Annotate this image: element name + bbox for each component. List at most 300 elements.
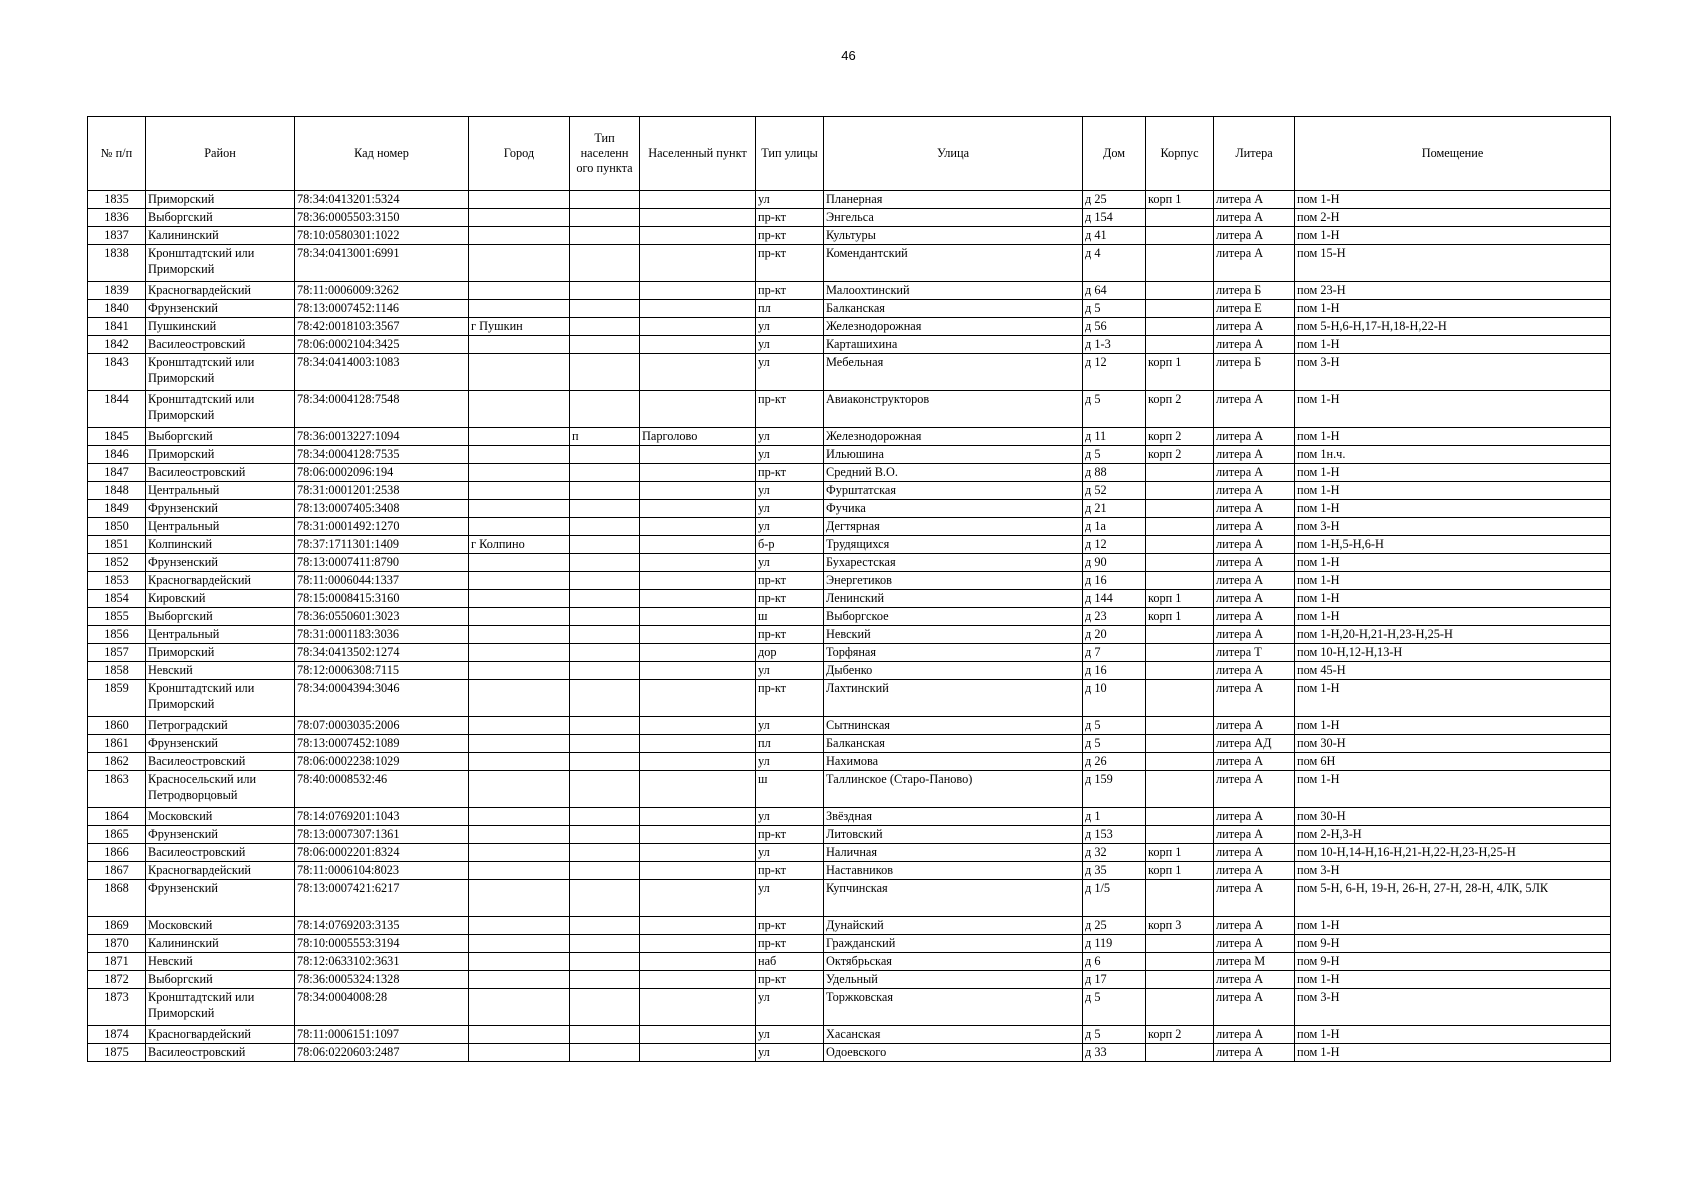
cell-premises: пом 1-Н (1295, 191, 1611, 209)
table-row (88, 554, 1611, 572)
cell-district: Выборгский (146, 608, 295, 626)
cell-settlement (640, 1044, 756, 1062)
cell-cadastral-number: 78:06:0002096:194 (295, 464, 469, 482)
cell-cadastral-number: 78:11:0006009:3262 (295, 282, 469, 300)
cell-district: Выборгский (146, 971, 295, 989)
cell-number: 1871 (88, 953, 146, 971)
cell-street: Малоохтинский (824, 282, 1083, 300)
cell-letter: литера А (1214, 446, 1295, 464)
cell-street: Авиаконструкторов (824, 391, 1083, 428)
cell-street-type: пр-кт (756, 209, 824, 227)
cell-letter: литера А (1214, 1044, 1295, 1062)
cell-district: Пушкинский (146, 318, 295, 336)
cell-district: Красногвардейский (146, 282, 295, 300)
cell-premises: пом 2-Н,3-Н (1295, 826, 1611, 844)
cell-letter: литера А (1214, 245, 1295, 282)
col-header-settlement: Населенный пункт (640, 117, 756, 191)
cell-house: д 33 (1083, 1044, 1146, 1062)
cell-street: Невский (824, 626, 1083, 644)
cell-house: д 56 (1083, 318, 1146, 336)
cell-letter: литера А (1214, 935, 1295, 953)
cell-city (469, 989, 570, 1026)
cell-city (469, 644, 570, 662)
cell-street-type: пр-кт (756, 590, 824, 608)
cell-building (1146, 808, 1214, 826)
table-row (88, 482, 1611, 500)
cell-settlement-type (570, 572, 640, 590)
cell-street: Дыбенко (824, 662, 1083, 680)
cell-street: Нахимова (824, 753, 1083, 771)
cell-street-type: ул (756, 989, 824, 1026)
cell-building (1146, 626, 1214, 644)
cell-settlement-type (570, 680, 640, 717)
registry-table (87, 116, 1611, 1062)
cell-premises: пом 5-Н,6-Н,17-Н,18-Н,22-Н (1295, 318, 1611, 336)
cell-city (469, 500, 570, 518)
cell-premises: пом 1-Н,5-Н,6-Н (1295, 536, 1611, 554)
cell-district: Невский (146, 953, 295, 971)
cell-letter: литера А (1214, 971, 1295, 989)
cell-letter: литера А (1214, 917, 1295, 935)
cell-district: Фрунзенский (146, 554, 295, 572)
cell-letter: литера А (1214, 1026, 1295, 1044)
cell-city (469, 880, 570, 917)
cell-letter: литера А (1214, 608, 1295, 626)
cell-city (469, 446, 570, 464)
cell-cadastral-number: 78:13:0007307:1361 (295, 826, 469, 844)
col-header-street: Улица (824, 117, 1083, 191)
cell-house: д 12 (1083, 536, 1146, 554)
cell-street: Фурштатская (824, 482, 1083, 500)
cell-street-type: пр-кт (756, 572, 824, 590)
cell-street-type: пр-кт (756, 245, 824, 282)
cell-settlement (640, 808, 756, 826)
cell-number: 1861 (88, 735, 146, 753)
col-header-settlement-type: Тип населенн ого пункта (570, 117, 640, 191)
cell-street: Железнодорожная (824, 428, 1083, 446)
cell-settlement-type: п (570, 428, 640, 446)
cell-district: Кронштадтский или Приморский (146, 391, 295, 428)
cell-building (1146, 662, 1214, 680)
cell-city: г Пушкин (469, 318, 570, 336)
cell-premises: пом 3-Н (1295, 518, 1611, 536)
cell-building (1146, 245, 1214, 282)
cell-city (469, 862, 570, 880)
cell-street-type: ул (756, 844, 824, 862)
cell-number: 1869 (88, 917, 146, 935)
cell-number: 1854 (88, 590, 146, 608)
cell-premises: пом 3-Н (1295, 989, 1611, 1026)
cell-house: д 5 (1083, 391, 1146, 428)
cell-building (1146, 518, 1214, 536)
cell-house: д 26 (1083, 753, 1146, 771)
cell-district: Красногвардейский (146, 572, 295, 590)
cell-street: Балканская (824, 735, 1083, 753)
cell-settlement-type (570, 245, 640, 282)
cell-building (1146, 935, 1214, 953)
cell-street-type: пр-кт (756, 826, 824, 844)
cell-street-type: ш (756, 608, 824, 626)
cell-cadastral-number: 78:13:0007405:3408 (295, 500, 469, 518)
cell-city (469, 608, 570, 626)
cell-number: 1859 (88, 680, 146, 717)
cell-letter: литера АД (1214, 735, 1295, 753)
cell-district: Кронштадтский или Приморский (146, 245, 295, 282)
cell-building (1146, 953, 1214, 971)
cell-city: г Колпино (469, 536, 570, 554)
cell-settlement (640, 608, 756, 626)
cell-house: д 52 (1083, 482, 1146, 500)
cell-city (469, 554, 570, 572)
cell-house: д 6 (1083, 953, 1146, 971)
cell-street-type: пр-кт (756, 971, 824, 989)
cell-house: д 88 (1083, 464, 1146, 482)
cell-city (469, 735, 570, 753)
cell-letter: литера А (1214, 554, 1295, 572)
cell-premises: пом 1-Н (1295, 500, 1611, 518)
cell-settlement-type (570, 191, 640, 209)
cell-letter: литера А (1214, 482, 1295, 500)
cell-house: д 35 (1083, 862, 1146, 880)
cell-city (469, 482, 570, 500)
cell-premises: пом 1-Н (1295, 771, 1611, 808)
table-row (88, 572, 1611, 590)
cell-district: Фрунзенский (146, 500, 295, 518)
cell-cadastral-number: 78:11:0006151:1097 (295, 1026, 469, 1044)
cell-letter: литера А (1214, 428, 1295, 446)
cell-premises: пом 1-Н (1295, 680, 1611, 717)
cell-letter: литера А (1214, 844, 1295, 862)
col-header-letter: Литера (1214, 117, 1295, 191)
cell-street: Трудящихся (824, 536, 1083, 554)
cell-street: Железнодорожная (824, 318, 1083, 336)
cell-letter: литера А (1214, 880, 1295, 917)
cell-letter: литера М (1214, 953, 1295, 971)
cell-number: 1875 (88, 1044, 146, 1062)
table-row (88, 518, 1611, 536)
table-row (88, 844, 1611, 862)
table-row (88, 464, 1611, 482)
cell-premises: пом 45-Н (1295, 662, 1611, 680)
cell-district: Фрунзенский (146, 300, 295, 318)
cell-building: корп 1 (1146, 608, 1214, 626)
cell-settlement-type (570, 771, 640, 808)
cell-letter: литера А (1214, 808, 1295, 826)
cell-letter: литера Т (1214, 644, 1295, 662)
cell-number: 1855 (88, 608, 146, 626)
cell-settlement-type (570, 644, 640, 662)
cell-building (1146, 209, 1214, 227)
cell-premises: пом 1-Н (1295, 227, 1611, 245)
cell-premises: пом 1-Н (1295, 554, 1611, 572)
cell-settlement (640, 590, 756, 608)
cell-street-type: ул (756, 554, 824, 572)
col-header-district: Район (146, 117, 295, 191)
cell-number: 1837 (88, 227, 146, 245)
cell-cadastral-number: 78:10:0005553:3194 (295, 935, 469, 953)
col-header-number: № п/п (88, 117, 146, 191)
table-row (88, 536, 1611, 554)
cell-letter: литера А (1214, 862, 1295, 880)
cell-district: Приморский (146, 644, 295, 662)
cell-street: Энергетиков (824, 572, 1083, 590)
cell-settlement-type (570, 826, 640, 844)
cell-cadastral-number: 78:06:0002104:3425 (295, 336, 469, 354)
cell-number: 1860 (88, 717, 146, 735)
cell-cadastral-number: 78:36:0013227:1094 (295, 428, 469, 446)
cell-number: 1850 (88, 518, 146, 536)
table-row (88, 862, 1611, 880)
cell-city (469, 354, 570, 391)
cell-premises: пом 5-Н, 6-Н, 19-Н, 26-Н, 27-Н, 28-Н, 4ЛК, 5ЛК (1295, 880, 1611, 917)
cell-house: д 20 (1083, 626, 1146, 644)
cell-settlement-type (570, 590, 640, 608)
cell-letter: литера Б (1214, 354, 1295, 391)
table-row (88, 282, 1611, 300)
cell-cadastral-number: 78:14:0769203:3135 (295, 917, 469, 935)
cell-letter: литера А (1214, 336, 1295, 354)
cell-street-type: пр-кт (756, 391, 824, 428)
page-number: 46 (841, 48, 856, 63)
cell-city (469, 464, 570, 482)
cell-street: Мебельная (824, 354, 1083, 391)
cell-district: Московский (146, 808, 295, 826)
cell-number: 1843 (88, 354, 146, 391)
cell-number: 1840 (88, 300, 146, 318)
cell-settlement (640, 844, 756, 862)
cell-settlement-type (570, 500, 640, 518)
cell-district: Приморский (146, 446, 295, 464)
cell-street-type: пр-кт (756, 680, 824, 717)
cell-house: д 144 (1083, 590, 1146, 608)
cell-house: д 5 (1083, 300, 1146, 318)
cell-cadastral-number: 78:07:0003035:2006 (295, 717, 469, 735)
cell-district: Красногвардейский (146, 1026, 295, 1044)
cell-cadastral-number: 78:34:0413001:6991 (295, 245, 469, 282)
cell-premises: пом 10-Н,12-Н,13-Н (1295, 644, 1611, 662)
cell-house: д 1 (1083, 808, 1146, 826)
cell-district: Невский (146, 662, 295, 680)
cell-number: 1857 (88, 644, 146, 662)
cell-district: Василеостровский (146, 753, 295, 771)
cell-city (469, 209, 570, 227)
cell-number: 1846 (88, 446, 146, 464)
cell-city (469, 282, 570, 300)
cell-letter: литера А (1214, 717, 1295, 735)
header-row (88, 117, 1611, 191)
cell-street: Фучика (824, 500, 1083, 518)
cell-number: 1849 (88, 500, 146, 518)
cell-house: д 1-3 (1083, 336, 1146, 354)
cell-settlement-type (570, 862, 640, 880)
cell-street: Культуры (824, 227, 1083, 245)
cell-building (1146, 227, 1214, 245)
cell-premises: пом 1-Н (1295, 391, 1611, 428)
cell-house: д 159 (1083, 771, 1146, 808)
cell-city (469, 300, 570, 318)
cell-building (1146, 971, 1214, 989)
table-row (88, 826, 1611, 844)
cell-building: корп 1 (1146, 844, 1214, 862)
table-row (88, 735, 1611, 753)
cell-district: Василеостровский (146, 1044, 295, 1062)
cell-settlement (640, 880, 756, 917)
col-header-premises: Помещение (1295, 117, 1611, 191)
table-row (88, 446, 1611, 464)
cell-premises: пом 1-Н (1295, 1026, 1611, 1044)
cell-district: Фрунзенский (146, 880, 295, 917)
cell-street-type: пр-кт (756, 464, 824, 482)
cell-street-type: пр-кт (756, 626, 824, 644)
cell-building (1146, 536, 1214, 554)
cell-street: Октябрьская (824, 953, 1083, 971)
table-row (88, 300, 1611, 318)
cell-settlement-type (570, 626, 640, 644)
cell-letter: литера А (1214, 391, 1295, 428)
cell-premises: пом 10-Н,14-Н,16-Н,21-Н,22-Н,23-Н,25-Н (1295, 844, 1611, 862)
cell-house: д 1а (1083, 518, 1146, 536)
cell-number: 1847 (88, 464, 146, 482)
cell-settlement-type (570, 282, 640, 300)
cell-settlement-type (570, 554, 640, 572)
cell-city (469, 971, 570, 989)
table-row (88, 808, 1611, 826)
table-row (88, 880, 1611, 917)
cell-district: Калининский (146, 227, 295, 245)
cell-cadastral-number: 78:34:0413201:5324 (295, 191, 469, 209)
cell-district: Кронштадтский или Приморский (146, 680, 295, 717)
cell-street-type: ул (756, 336, 824, 354)
cell-street-type: ул (756, 191, 824, 209)
cell-street-type: ул (756, 518, 824, 536)
cell-city (469, 590, 570, 608)
cell-building (1146, 500, 1214, 518)
cell-house: д 32 (1083, 844, 1146, 862)
cell-number: 1870 (88, 935, 146, 953)
table-row (88, 500, 1611, 518)
cell-settlement-type (570, 844, 640, 862)
cell-city (469, 626, 570, 644)
col-header-building: Корпус (1146, 117, 1214, 191)
cell-building: корп 2 (1146, 446, 1214, 464)
cell-cadastral-number: 78:11:0006104:8023 (295, 862, 469, 880)
cell-city (469, 935, 570, 953)
cell-building: корп 1 (1146, 354, 1214, 391)
cell-letter: литера А (1214, 572, 1295, 590)
table-row (88, 1044, 1611, 1062)
cell-cadastral-number: 78:12:0633102:3631 (295, 953, 469, 971)
cell-house: д 5 (1083, 1026, 1146, 1044)
cell-house: д 154 (1083, 209, 1146, 227)
cell-street-type: пл (756, 735, 824, 753)
cell-district: Василеостровский (146, 844, 295, 862)
cell-letter: литера А (1214, 626, 1295, 644)
cell-cadastral-number: 78:06:0002238:1029 (295, 753, 469, 771)
cell-building: корп 2 (1146, 1026, 1214, 1044)
table-body (88, 191, 1611, 1062)
cell-street: Дегтярная (824, 518, 1083, 536)
cell-letter: литера А (1214, 989, 1295, 1026)
cell-house: д 25 (1083, 191, 1146, 209)
cell-street: Энгельса (824, 209, 1083, 227)
cell-premises: пом 30-Н (1295, 808, 1611, 826)
cell-house: д 119 (1083, 935, 1146, 953)
cell-settlement (640, 680, 756, 717)
table-row (88, 354, 1611, 391)
cell-cadastral-number: 78:13:0007421:6217 (295, 880, 469, 917)
cell-street: Торфяная (824, 644, 1083, 662)
cell-house: д 17 (1083, 971, 1146, 989)
cell-settlement (640, 771, 756, 808)
cell-street: Выборгское (824, 608, 1083, 626)
cell-number: 1835 (88, 191, 146, 209)
cell-settlement (640, 354, 756, 391)
cell-house: д 4 (1083, 245, 1146, 282)
cell-street-type: ул (756, 662, 824, 680)
cell-street: Бухарестская (824, 554, 1083, 572)
cell-city (469, 680, 570, 717)
cell-settlement (640, 971, 756, 989)
cell-premises: пом 1-Н (1295, 572, 1611, 590)
cell-street: Гражданский (824, 935, 1083, 953)
cell-settlement-type (570, 953, 640, 971)
table-row (88, 753, 1611, 771)
cell-city (469, 391, 570, 428)
cell-city (469, 572, 570, 590)
cell-number: 1851 (88, 536, 146, 554)
table-row (88, 717, 1611, 735)
table-row (88, 771, 1611, 808)
cell-building (1146, 554, 1214, 572)
cell-building (1146, 644, 1214, 662)
cell-settlement (640, 391, 756, 428)
cell-cadastral-number: 78:13:0007411:8790 (295, 554, 469, 572)
cell-letter: литера А (1214, 662, 1295, 680)
cell-premises: пом 15-Н (1295, 245, 1611, 282)
cell-building (1146, 336, 1214, 354)
cell-number: 1852 (88, 554, 146, 572)
cell-district: Красногвардейский (146, 862, 295, 880)
table-row (88, 680, 1611, 717)
cell-settlement-type (570, 917, 640, 935)
cell-settlement-type (570, 354, 640, 391)
cell-premises: пом 9-Н (1295, 953, 1611, 971)
cell-building: корп 1 (1146, 590, 1214, 608)
cell-cadastral-number: 78:36:0005503:3150 (295, 209, 469, 227)
cell-street-type: наб (756, 953, 824, 971)
cell-settlement-type (570, 735, 640, 753)
cell-letter: литера А (1214, 753, 1295, 771)
cell-city (469, 844, 570, 862)
cell-street: Хасанская (824, 1026, 1083, 1044)
cell-premises: пом 1-Н (1295, 428, 1611, 446)
cell-letter: литера Е (1214, 300, 1295, 318)
cell-letter: литера А (1214, 518, 1295, 536)
cell-street-type: ул (756, 880, 824, 917)
cell-district: Василеостровский (146, 336, 295, 354)
cell-number: 1848 (88, 482, 146, 500)
cell-letter: литера А (1214, 771, 1295, 808)
cell-city (469, 227, 570, 245)
cell-cadastral-number: 78:13:0007452:1146 (295, 300, 469, 318)
cell-settlement (640, 753, 756, 771)
cell-city (469, 808, 570, 826)
cell-district: Выборгский (146, 428, 295, 446)
table-row (88, 318, 1611, 336)
cell-settlement-type (570, 989, 640, 1026)
cell-cadastral-number: 78:06:0220603:2487 (295, 1044, 469, 1062)
cell-street-type: пр-кт (756, 917, 824, 935)
